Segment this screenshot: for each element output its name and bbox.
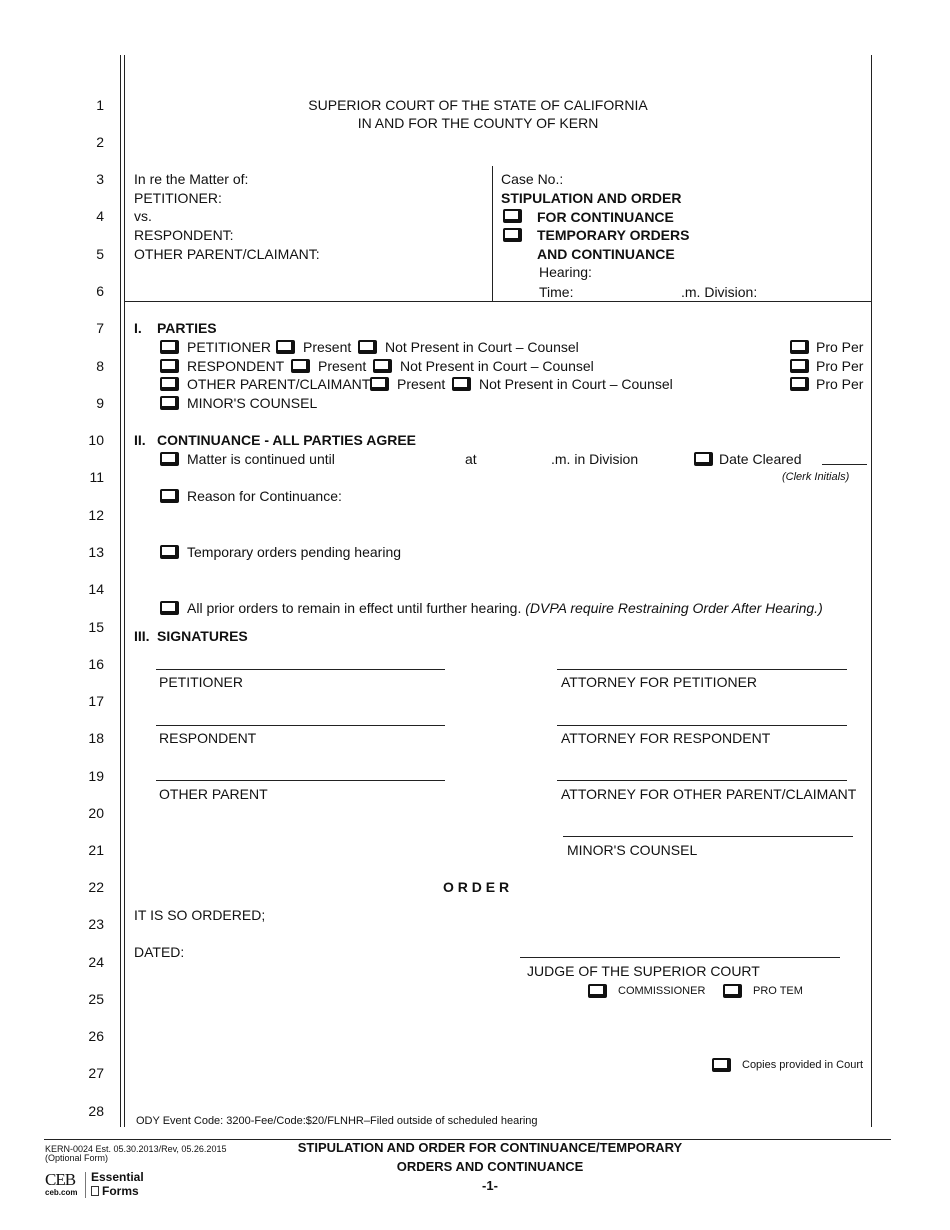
pro-tem-checkbox[interactable]	[723, 984, 742, 998]
other-parent-pro-per-label: Pro Per	[816, 376, 864, 392]
attorney-respondent-signature-line[interactable]	[557, 725, 847, 726]
date-cleared-checkbox[interactable]	[694, 452, 713, 466]
respondent-pro-per-label: Pro Per	[816, 358, 864, 374]
forms-icon	[91, 1186, 99, 1196]
line-number: 18	[88, 730, 104, 746]
division-label: .m. in Division	[551, 451, 639, 467]
for-continuance-label: FOR CONTINUANCE	[537, 209, 674, 225]
ody-event-code: ODY Event Code: 3200-Fee/Code:$20/FLNHR–Filed outside of scheduled hearing	[136, 1115, 538, 1127]
line-number: 11	[89, 469, 104, 485]
petitioner-pro-per-label: Pro Per	[816, 339, 864, 355]
line-number: 17	[88, 693, 104, 709]
other-parent-present-label: Present	[397, 376, 446, 392]
line-number: 13	[88, 544, 104, 560]
attorney-respondent-label: ATTORNEY FOR RESPONDENT	[561, 730, 771, 746]
other-parent-field[interactable]: OTHER PARENT/CLAIMANT:	[134, 246, 320, 262]
line-number: 24	[88, 954, 104, 970]
ceb-logo-divider	[85, 1172, 86, 1198]
date-cleared-label: Date Cleared	[719, 451, 802, 467]
prior-orders-checkbox[interactable]	[160, 601, 179, 615]
court-name: SUPERIOR COURT OF THE STATE OF CALIFORNIA	[308, 97, 648, 113]
section-iii-number: III.	[134, 628, 150, 644]
at-label: at	[465, 451, 477, 467]
line-number: 28	[88, 1103, 104, 1119]
minors-counsel-label: MINOR'S COUNSEL	[187, 395, 318, 411]
order-heading: O R D E R	[442, 879, 510, 895]
line-number: 3	[96, 171, 104, 187]
line-number: 25	[88, 991, 104, 1007]
essential-forms-word-1: Essential	[91, 1170, 144, 1184]
temporary-orders-checkbox[interactable]	[503, 228, 522, 242]
line-number: 9	[96, 395, 104, 411]
for-continuance-checkbox[interactable]	[503, 209, 522, 223]
so-ordered-text: IT IS SO ORDERED;	[134, 907, 266, 923]
temp-orders-label: Temporary orders pending hearing	[187, 544, 402, 560]
other-parent-not-present-label: Not Present in Court – Counsel	[479, 376, 673, 392]
document-title: STIPULATION AND ORDER	[501, 190, 682, 206]
pro-tem-label: PRO TEM	[753, 985, 803, 997]
attorney-other-signature-line[interactable]	[557, 780, 847, 781]
respondent-pro-per-checkbox[interactable]	[790, 359, 809, 373]
line-number: 15	[88, 619, 104, 635]
respondent-not-present-label: Not Present in Court – Counsel	[400, 358, 594, 374]
footer-title-line-1: STIPULATION AND ORDER FOR CONTINUANCE/TEMPORARY	[297, 1140, 683, 1155]
prior-orders-text: All prior orders to remain in effect until further hearing.	[187, 600, 522, 616]
clerk-initials-label: (Clerk Initials)	[782, 471, 850, 483]
judge-signature-line[interactable]	[520, 957, 840, 958]
minors-counsel-checkbox[interactable]	[160, 396, 179, 410]
prior-orders-label	[187, 600, 823, 616]
other-parent-present-checkbox[interactable]	[370, 377, 389, 391]
line-number: 21	[88, 842, 104, 858]
form-id: KERN-0024 Est. 05.30.2013/Rev, 05.26.2015	[45, 1144, 227, 1154]
parties-heading: PARTIES	[157, 320, 217, 336]
attorney-petitioner-label: ATTORNEY FOR PETITIONER	[561, 674, 758, 690]
copies-checkbox[interactable]	[712, 1058, 731, 1072]
optional-form-label: (Optional Form)	[45, 1153, 109, 1163]
petitioner-checkbox[interactable]	[160, 340, 179, 354]
petitioner-signature-label: PETITIONER	[159, 674, 244, 690]
temp-orders-checkbox[interactable]	[160, 545, 179, 559]
line-number: 20	[88, 805, 104, 821]
temporary-orders-label: TEMPORARY ORDERS	[537, 227, 690, 243]
line-number: 22	[88, 879, 104, 895]
matter-continued-checkbox[interactable]	[160, 452, 179, 466]
line-number: 6	[96, 283, 104, 299]
dated-field[interactable]: DATED:	[134, 944, 185, 960]
attorney-other-label: ATTORNEY FOR OTHER PARENT/CLAIMANT	[561, 786, 857, 802]
ceb-logo-mark: CEB	[45, 1170, 76, 1189]
time-field[interactable]: Time:	[539, 284, 574, 300]
division-field[interactable]: .m. Division:	[681, 284, 758, 300]
dvpa-note: (DVPA require Restraining Order After Hearing.)	[525, 600, 823, 616]
line-number: 14	[88, 581, 104, 597]
left-margin-rule-1	[120, 55, 121, 1127]
other-parent-checkbox[interactable]	[160, 377, 179, 391]
vs-label: vs.	[134, 208, 152, 224]
line-number: 26	[88, 1028, 104, 1044]
matter-continued-label: Matter is continued until	[187, 451, 335, 467]
matter-label: In re the Matter of:	[134, 171, 249, 187]
section-i-number: I.	[134, 320, 142, 336]
line-number: 8	[96, 358, 104, 374]
ceb-logo	[44, 1170, 150, 1200]
copies-label: Copies provided in Court	[742, 1059, 864, 1071]
other-parent-pro-per-checkbox[interactable]	[790, 377, 809, 391]
reason-checkbox[interactable]	[160, 489, 179, 503]
respondent-not-present-checkbox[interactable]	[373, 359, 392, 373]
petitioner-label: PETITIONER	[187, 339, 272, 355]
line-number: 10	[88, 432, 104, 448]
section-ii-number: II.	[134, 432, 146, 448]
caption-divider	[492, 166, 493, 301]
line-number: 27	[88, 1065, 104, 1081]
right-margin-rule	[871, 55, 872, 1127]
petitioner-pro-per-checkbox[interactable]	[790, 340, 809, 354]
judge-label: JUDGE OF THE SUPERIOR COURT	[527, 963, 760, 979]
petitioner-not-present-checkbox[interactable]	[358, 340, 377, 354]
and-continuance-label: AND CONTINUANCE	[537, 246, 675, 262]
petitioner-present-label: Present	[303, 339, 352, 355]
ceb-logo-site: ceb.com	[45, 1188, 78, 1197]
other-parent-label: OTHER PARENT/CLAIMANT	[187, 376, 371, 392]
commissioner-checkbox[interactable]	[588, 984, 607, 998]
line-number: 16	[88, 656, 104, 672]
other-parent-signature-line[interactable]	[156, 780, 445, 781]
petitioner-signature-line[interactable]	[156, 669, 445, 670]
respondent-field[interactable]: RESPONDENT:	[134, 227, 234, 243]
line-number: 7	[96, 320, 104, 336]
line-number: 19	[88, 768, 104, 784]
left-margin-rule-2	[124, 55, 125, 1127]
minors-counsel-signature-label: MINOR'S COUNSEL	[567, 842, 698, 858]
essential-forms-word-2: Forms	[102, 1184, 139, 1198]
respondent-present-checkbox[interactable]	[291, 359, 310, 373]
other-parent-not-present-checkbox[interactable]	[452, 377, 471, 391]
case-number-field[interactable]: Case No.:	[501, 171, 564, 187]
signatures-heading: SIGNATURES	[157, 628, 248, 644]
line-number: 4	[96, 208, 104, 224]
petitioner-present-checkbox[interactable]	[276, 340, 295, 354]
reason-label: Reason for Continuance:	[187, 488, 342, 504]
footer-title-line-2: ORDERS AND CONTINUANCE	[396, 1159, 584, 1174]
line-number: 12	[88, 507, 104, 523]
other-parent-signature-label: OTHER PARENT	[159, 786, 268, 802]
respondent-signature-label: RESPONDENT	[159, 730, 257, 746]
petitioner-field[interactable]: PETITIONER:	[134, 190, 222, 206]
clerk-initials-line[interactable]	[822, 464, 867, 465]
minors-counsel-signature-line[interactable]	[563, 836, 853, 837]
respondent-label: RESPONDENT	[187, 358, 285, 374]
line-number: 23	[88, 916, 104, 932]
hearing-field[interactable]: Hearing:	[539, 264, 592, 280]
respondent-present-label: Present	[318, 358, 367, 374]
caption-bottom-rule	[124, 301, 871, 302]
attorney-petitioner-signature-line[interactable]	[557, 669, 847, 670]
petitioner-not-present-label: Not Present in Court – Counsel	[385, 339, 579, 355]
respondent-checkbox[interactable]	[160, 359, 179, 373]
page-number: -1-	[482, 1178, 498, 1193]
respondent-signature-line[interactable]	[156, 725, 445, 726]
county-name: IN AND FOR THE COUNTY OF KERN	[357, 115, 599, 131]
commissioner-label: COMMISSIONER	[618, 985, 706, 997]
continuance-heading: CONTINUANCE - ALL PARTIES AGREE	[157, 432, 417, 448]
line-number: 2	[96, 134, 104, 150]
line-number: 1	[96, 97, 104, 113]
line-number: 5	[96, 246, 104, 262]
